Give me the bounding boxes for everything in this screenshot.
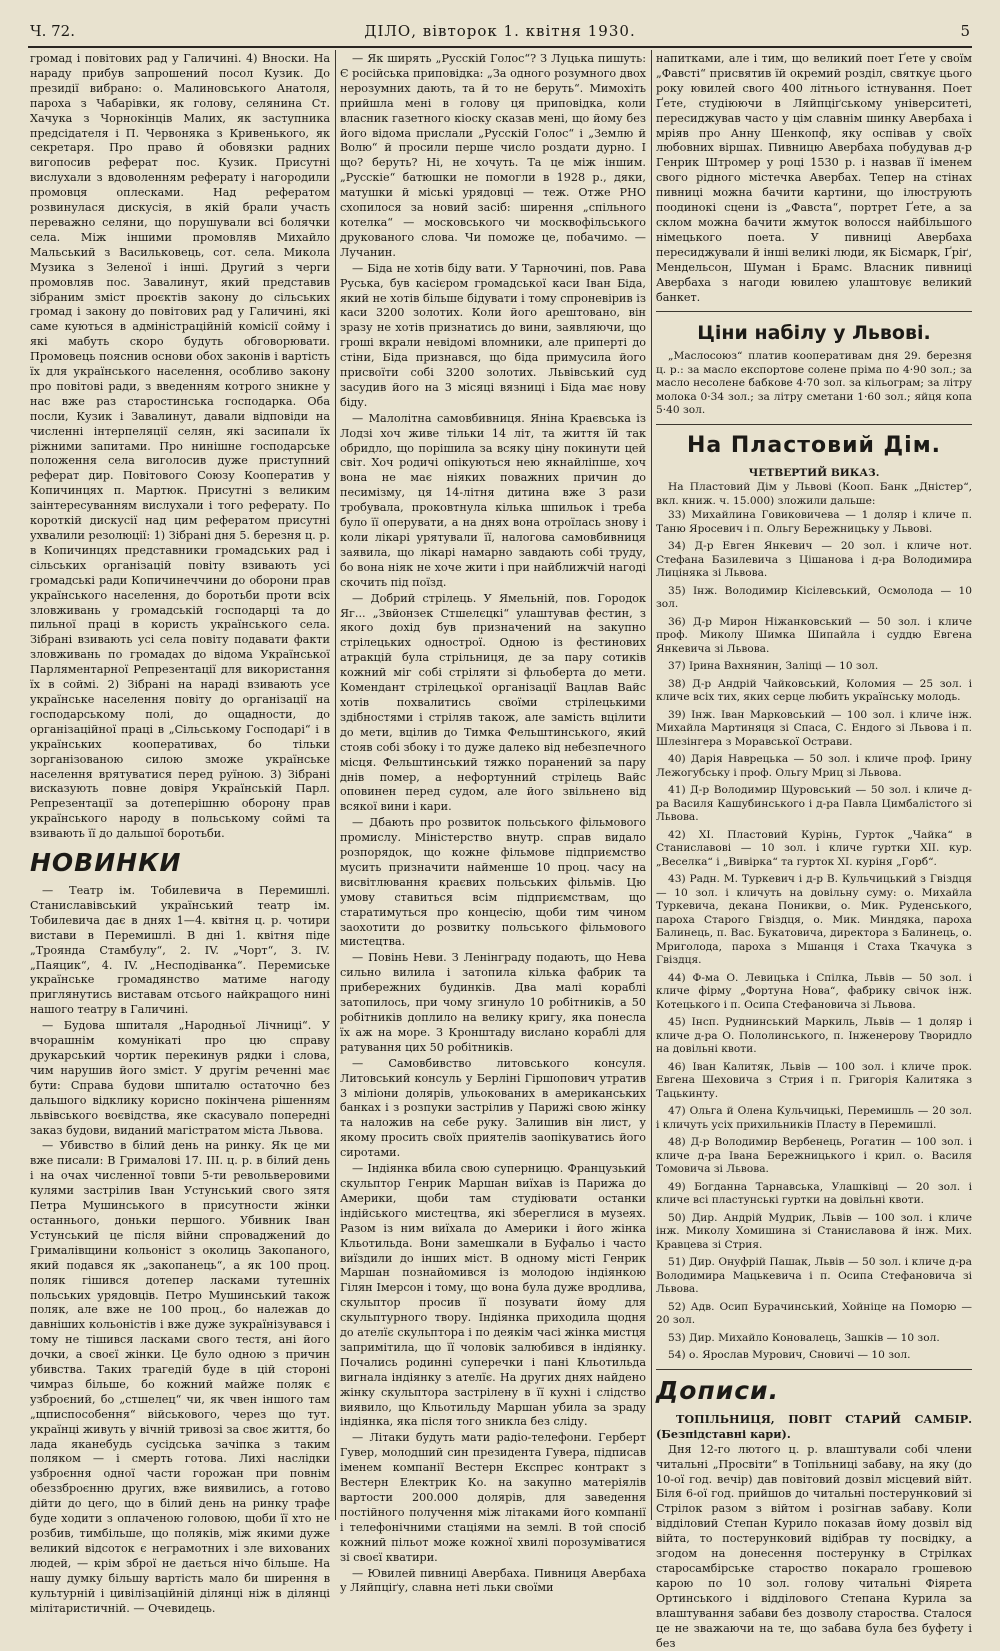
news-item: — Самовбивство литовського консуля. Литовський консуль у Берліні Гіршопович утратив 3 міліони долярів, ульокованих в американських банках і з розпуки застрілив у Парижі свою жінку та наложив на себе руку. Залишив він лист, у якому просить своїх приятелів заопікуватись його сиротами.	[340, 1056, 646, 1160]
section-divider	[656, 1369, 972, 1370]
news-item: — Індіянка вбила свою суперницю. Французький скульптор Генрик Маршан виїхав із Парижа до Америки, щоби там студіювати останки індійського мистецтва, які збереглися в музеях. Разом із ним виїхала до Америки і його жінка Кльотильда. Вони замешкали в Буфальо і часто виїздили до інших міст. В одному місті Генрик Маршан познайомився із молодою індіянкою Гілян Імерсон і тому, що вона була дуже вродлива, скульптор просив її позувати йому для скульптурного твору. Індіянка приходила щодня до ателїє скульптора і по деякім часі жінка мистця запримітила, що її чоловік залюбився в індіянку. Почались родинні суперечки і пані Кльотильда вигнала індіянку з ателїє. На других днях найдено жінку скульптора застрілену в її кухні і слідство виявило, що Кльотильду Маршан убила за зраду індіянка, яка після того зникла без сліду.	[340, 1162, 646, 1429]
news-item: — Ювилей пивниці Авербаха. Пивниця Авербаха у Ляйпціґу, славна неті льки своїми	[340, 1566, 646, 1595]
donor-entry: 45) Інсп. Руднинський Маркиль, Львів — 1 доляр і кличе д-ра О. Пололинського, п. Інженерову Творидло на довільні квоти.	[656, 1016, 972, 1056]
donor-entry: 41) Д-р Володимир Щуровський — 50 зол. і кличе д-ра Василя Кашубинського і д-ра Павла Цимбалістого зі Львова.	[656, 784, 972, 824]
masthead: ДІЛО, вівторок 1. квітня 1930.	[364, 22, 636, 40]
news-item: — Повінь Неви. З Ленінграду подають, що Нева сильно вилила і затопила кілька фабрик та прибережних будинків. Два малі кораблі затопилось, при чому згинуло 10 робітників, а 50 робітників доплило на велику кригу, яка понесла їх аж на море. З Кронштаду вислано кораблі для ратування цих 50 робітників.	[340, 951, 646, 1054]
news-item: — Добрий стрілець. У Ямельній, пов. Городок Яг... „Звйонзек Стшелєцкі“ улаштував фестин, з якого дохід був призначений на закупно стрілецьких однострої. Одною із фестинових атракцій була стрільниця, де за пару сотиків кожний міг собі стріляти зі фльоберта до мети. Комендант стрілецької організації Вацлав Вайс хотів похвалитись своїми стрілецькими здібностями і стріляв також, але замість вцілити до мети, вцілив до Тимка Фельштинського, який стояв собі збоку і то дуже далеко від небезпечного місця. Фельштинський тяжко поранений за пару днів помер, а нефортунний стрілець Вайс оповинен перед судом, але його звільнено від всякої вини і кари.	[340, 591, 646, 814]
prices-text: „Маслосоюз“ платив кооперативам дня 29. березня ц. р.: за масло експортове солене пріма по 4·90 зол.; за масло несолене бабкове 4·70 зол. за кільограм; за літру молока 0·34 зол.; за літру сметани 1·60 зол.; яйця копа 5·40 зол.	[656, 350, 972, 417]
donor-entry: 39) Інж. Іван Марковський — 100 зол. і кличе інж. Михайла Мартиняця зі Спаса, С. Ендого зі Львова і п. Шлезінгера з Моравської Острави.	[656, 708, 972, 748]
donor-entry: 49) Богданна Тарнавська, Улашківці — 20 зол. і кличе всі пластунські гуртки на довільні квоти.	[656, 1180, 972, 1207]
plast-subheading: ЧЕТВЕРТИЙ ВИКАЗ.	[748, 466, 880, 479]
news-item: — Дбають про розвиток польського фільмового промислу. Міністерство внутр. справ видало розпорядок, що кожне фільмове підприємство мусить призначити найменше 10 проц. часу на висвітлювання краєвих польських фільмів. Цю умову ставиться всім підприємствам, що старатимуться про концесію, щоби тим чином заохотити до розвитку польського фільмового мистецтва.	[340, 816, 646, 949]
news-item: — Убивство в білий день на ринку. Як це ми вже писали: В Грималові 17. III. ц. р. в білий день і на очах численної товпи 5-ти револьверовими кулями застрілив Іван Устунський свого зятя Петра Мушинського в присутности жінки останнього, доньки першого. Убивник Іван Устунський це після війни спроваджений до Грималівщини кольоніст з околиць Закопаного, який подався як „закопанець“, а як 100 проц. поляк гішився дотепер ласками тутешніх польських урядовців. Петро Мушинський також поляк, але вже не 100 проц., бо належав до давніших кольоністів і вже дуже зукраїнізувався і тому не тішився ласками свого тестя, ані його дочки, а своєї жінки. Це було одною з причин убивства. Таких трагедій буде в цій стороні чимраз більше, бо кожний майже поляк є узброєний, бо „стшелец“ чи, як чвен іншого там „щписпособення“ військового, через що тут. українці живуть у вічній тривозі за своє життя, бо лада яканебудь сусідська зачіпка з таким поляком — і смерть готова. Лихі наслідки узброєння одної части горожан при повнім обеззброєнню других, вже виявились, а готово дійти до цего, що в білий день на ринку трафе буде ходити з оплаченою головою, щоби її хто не розбив, тимбільше, що поляків, між якими дуже великий відсоток є неграмотних і зле вихованих людей, — крім зброї не дається нічо більше. На нашу думку більшу вартість мало би ширення в культурній і цивілізаційній ділянці ніж в ділянці мілітаристичній. — Очевидець.	[30, 1139, 330, 1615]
column-1	[30, 52, 330, 1615]
donor-entry: 40) Дарія Наврецька — 50 зол. і кличе проф. Ірину Лежогубську і проф. Ольгу Мриц зі Львова.	[656, 753, 972, 779]
news-item: — Будова шпиталя „Народньої Лічниці“. У вчорашнім комунікаті про цю справу друкарський чортик перекинув рядки і слова, чим нарушив його зміст. У другім реченні має бути: Справа будови шпиталю остаточно без дальшого відклику корисно покінчена рішенням львівського воєвідства, яке скасувало попередні заказ будови, виданий магістратом міста Львова.	[30, 1019, 330, 1137]
donor-entry: 34) Д-р Евген Янкевич — 20 зол. і кличе нот. Стефана Базилевича з Цішанова і д-ра Володимира Лиціняка зі Львова.	[656, 540, 972, 580]
issue-number: Ч. 72.	[30, 22, 75, 40]
article-text: громад і повітових рад у Галичині. 4) Вноски. На нараду прибув запрошений посол Кузик. До президії вибрано: о. Малиновського Анатоля, пароха з Чабарівки, як голову, селянина Ст. Хачука з Чорнокінців Малих, як заступника предсідателя і П. Червоняка з Кривенького, як секретаря. Про право й обовязки радних вигопосив реферат пос. Кузик. Присутні вислухали з вдоволенням реферату і нагородили промовця оплесками. Над рефератом розвинулася дискусія, в якій брали участь переважно селяни, що порушували всі болячки села. Між іншими промовляв Михайло Мальський з Васильковець, сот. села. Микола Музика з Зеленої і інші. Другий з черги промовляв пос. Завалинут, який представив зібраним зміст проєктів закону до сільських громад і закону до повітових рад у Галичині, які саме куються в адміністраційній комісії сойму і які мабуть скоро будуть обговорювати. Промовець пояснив основи обох законів і вартість їх для українського населення, особливо закону про повітові ради, з введенням котрого зникне у нас вже раз старостинська господарка. Оба посли, Кузик і Завалинут, давали відповіди на численні інтерпеляції селян, які засипали їх ріжними запитами. Про нинішне господарське положення села виголосив дуже приступний реферат дир. Повітового Союзу Кооператив у Копичинцях п. Мартюк. Присутні з великим заінтересуванням вислухали і того реферату. По короткій дискусії над цим рефератом присутні ухвалили резолюції: 1) Зібрані дня 5. березня ц. р. в Копичинцях представники громадських рад і сільських організацій повіту взивають усі громадські ради Копичинеччини до оборони прав українського населення, до боротьби проти всіх зловживань у громадській господарці та до пильної праці в користь українського села. Зібрані взивають усі села повіту подавати факти зловживань по громадах до відома Української Парляментарної Репрезентації для використання їх в соймі. 2) Зібрані на нараді взивають усе українське населення повіту до організації на господарському полі, до ощадности, до організаційної праці в „Сільському Господарі“ і в українських кооперативах, бо тільки зорганізованою силою зможе українське населення врятуватися перед руїною. 3) Зібрані висказують повне довіря Українській Парл. Репрезентації за дотеперішню оборону прав українського народу в польському соймі та взивають її до дальшої боротьби.	[30, 52, 330, 841]
column-3	[656, 52, 972, 1650]
donor-entry: 50) Дир. Андрій Мудрик, Львів — 100 зол. і кличе інж. Миколу Хомишина зі Станиславова й інж. Мих. Кравцева зі Стрия.	[656, 1211, 972, 1251]
section-heading-news: НОВИНКИ	[30, 848, 182, 878]
donor-entry: 46) Іван Калитяк, Львів — 100 зол. і кличе прок. Евгена Шеховича з Стрия і п. Григорія Калитяка з Тацькинту.	[656, 1060, 972, 1100]
news-item: — Біда не хотів біду вати. У Тарночині, пов. Рава Руська, був касієром громадської каси Іван Біда, який не хотів більше бідувати і тому спроневірив із каси 3200 золотих. Коли його арештовано, він зразу не хотів признатись до вини, заявляючи, що гроші вкрали невідомі вломники, але приперті до стіни, Біда признався, що біда примусила його присвоїти собі 3200 золотих. Львівський суд засудив його на 3 місяці вязниці і Біда має нову біду.	[340, 261, 646, 409]
article-text: напитками, але і тим, що великий поет Ґете у своїм „Фавсті“ присвятив їй окремий розділ, святкує цього року ювилей свого 400 літнього істнування. Поет Ґете, студіюючи в Ляйпціґському університеті, пересиджував часто у цім славнім шинку Авербаха і мріяв про Анну Шенкопф, яку оспівав у своїх любовних віршах. Пивницю Авербаха побудував д-р Генрик Штромер у році 1530 р. і назвав її іменем свого рідного містечка Авербах. Тепер на стінах пивниці можна бачити картини, що ілюструють поодинокі сцени із „Фавста“, портрет Ґете, а за склом можна бачити жмуток волосся найбільшого німецького поета. У пивниці Авербаха пересиджували й інші великі люди, як Бісмарк, Ґріґ, Мендельсон, Шуман і Брамс. Власник пивниці Авербаха з нагоди ювилею улаштовує великий банкет.	[656, 52, 972, 304]
news-item: — Літаки будуть мати радіо-телефони. Герберт Гувер, молодший син президента Гувера, підписав іменем компанії Вестерн Експрес контракт з Вестерн Електрик Ко. на закупно матеріялів вартости 200.000 долярів, для заведення постійного получення між літаками його компанії і телефонічними стаціями на землі. В той спосіб кожний пільот може кожної хвилі порозуміватися зі своєї кватири.	[340, 1431, 646, 1564]
section-divider	[656, 424, 972, 425]
plast-intro: На Пластовий Дім у Львові (Кооп. Банк „Дністер“, вкл. книж. ч. 15.000) зложили дальше:	[656, 481, 972, 507]
donor-entry: 37) Ірина Вахнянин, Заліщі — 10 зол.	[668, 660, 879, 673]
donor-entry: 42) XI. Пластовий Курінь, Гурток „Чайка“ в Станиславові — 10 зол. і кличе гуртки XII. кур. „Веселка“ і „Вивірка“ та гурток XI. куріня „Горб“.	[656, 828, 972, 868]
donor-entry: 38) Д-р Андрій Чайковський, Коломия — 25 зол. і кличе всіх тих, яких серце любить українську молодь.	[656, 677, 972, 704]
news-item: — Як ширять „Русскій Голос“? З Луцька пишуть: Є російська приповідка: „За одного розумного двох нерозумних дають, та й то не беруть“. Мимохіть прийшла мені в голову ця приповідка, коли власник газетного кіоску сказав мені, що йому без його відома прислали „Русскій Голос“ і „Землю й Волю“ й просили перше число роздати дурно. І що? беруть? Ні, не хочуть. Та це між іншим. „Русскіе“ батюшки не помогли в 1928 р., дяки, матушки й міські урядовці — теж. Отже РНО схопилося за новий засіб: ширення „спільного котелка“ — московського чи москвофільського друкованого слова. Чи поможе це, побачимо. — Лучанин.	[340, 52, 646, 259]
donor-entry: 35) Інж. Володимир Кісілевський, Осмолода — 10 зол.	[656, 584, 972, 611]
page-number: 5	[960, 22, 970, 40]
correspondence-text: Дня 12-го лютого ц. р. влаштували собі члени читальні „Просвіти“ в Топільниці забаву, на яку (до 10-ої год. вечір) дав повітовий дозвіл місцевий війт. Біля 6-ої год. прийшов до читальні постерунковий зі Стрілок разом з війтом і розігнав забаву. Коли відділовий Степан Курило показав йому дозвіл від війта, то постерунковий відібрав ту посвідку, а згодом на донесення постерунку в Стрілках старосамбірське староство покарало грошевою карою по 10 зол. голову читальні Фіярета Ортинського і відділового Степана Курила за влаштування забави без дозволу староства. Сталося це не зважаючи на те, що забава була без буфету і без	[656, 1442, 972, 1650]
donor-entry: 53) Дир. Михайло Коновалець, Зашків — 10 зол.	[668, 1331, 940, 1344]
donor-entry: 36) Д-р Мирон Ніжанковський — 50 зол. і кличе проф. Миколу Шимка Шипайла і суддю Евгена Янкевича зі Львова.	[656, 615, 972, 655]
donor-entry: 48) Д-р Володимир Вербенець, Рогатин — 100 зол. і кличе д-ра Івана Бережницького і крил. о. Василя Томовича зі Львова.	[656, 1136, 972, 1176]
news-item: — Малолітна самовбивниця. Яніна Краєвська із Лодзі хоч живе тільки 14 літ, та життя їй так обридло, що порішила за всяку ціну покинути цей світ. Хоч родичі опікуються нею якнайліпше, хоч вона не має ніяких поважних причин до песимізму, ця 14-літня дитина вже 3 рази тробувала, проковтнула кілька шпильок і треба було її оперувати, а на днях вона отроїлась знову і коли лікарі урятували її, налогова самовбивниця заявила, що лікарі намарно завдають собі труду, бо вона ніяк не хоче жити і при найближчій нагоді скочить під поїзд.	[340, 411, 646, 589]
dopysy-heading: Дописи.	[656, 1375, 780, 1405]
column-divider	[651, 50, 652, 1520]
section-divider	[656, 311, 972, 312]
donor-entry: 54) о. Ярослав Мурович, Сновичі — 10 зол.	[668, 1349, 911, 1362]
prices-heading: Ціни набілу у Львові.	[697, 322, 931, 345]
page-header	[30, 22, 970, 44]
donor-entry: 43) Радн. М. Туркевич і д-р В. Кульчицький з Гвіздця — 10 зол. і кличуть на довільну суму: о. Михайла Туркевича, декана Поникви, о. Мик. Руденського, пароха Старого Гвіздця, о. Мик. Миндяка, пароха Балинець, п. Вас. Букатовича, директора з Балинець, о. Мриголода, пароха з Мшанця і Стаха Ткачука з Гвіздця.	[656, 873, 972, 967]
donor-list	[656, 509, 972, 1363]
donor-entry: 44) Ф-ма О. Левицька і Спілка, Львів — 50 зол. і кличе фірму „Фортуна Нова“, фабрику свічок інж. Котецького і п. Осипа Стефановича зі Львова.	[656, 971, 972, 1011]
donor-entry: 52) Адв. Осип Бурачинський, Хойніце на Поморю — 20 зол.	[656, 1300, 972, 1327]
column-divider	[335, 50, 336, 1520]
donor-entry: 51) Дир. Онуфрій Пашак, Львів — 50 зол. і кличе д-ра Володимира Мацькевича і п. Осипа Стефановича зі Львова.	[656, 1256, 972, 1296]
donor-entry: 47) Ольга й Олена Кульчицькі, Перемишль — 20 зол. і кличуть усіх прихильників Пласту в Перемишлі.	[656, 1105, 972, 1131]
plast-heading: На Пластовий Дім.	[686, 432, 942, 458]
correspondence-headline: ТОПІЛЬНИЦЯ, ПОВІТ СТАРИЙ САМБІР. (Безпідставні кари).	[656, 1411, 972, 1441]
header-rule	[28, 46, 972, 48]
news-item: — Театр ім. Тобилевича в Перемишлі. Станиславівський український театр ім. Тобилевича дає в днях 1—4. квітня ц. р. чотири вистави в Перемишлі. В дні 1. квітня піде „Троянда Стамбулу“, 2. IV. „Чорт“, 3. IV. „Паяцик“, 4. IV. „Несподіванка“. Перемиське українське громадянство матиме нагоду приглянутись виставам отсього найкращого нині нашого театру в Галичині.	[30, 884, 330, 1017]
donor-entry: 33) Михайлина Говиковичева — 1 доляр і кличе п. Таню Яросевич і п. Ольгу Бережницьку у Львові.	[656, 509, 972, 535]
column-2	[340, 52, 646, 1595]
